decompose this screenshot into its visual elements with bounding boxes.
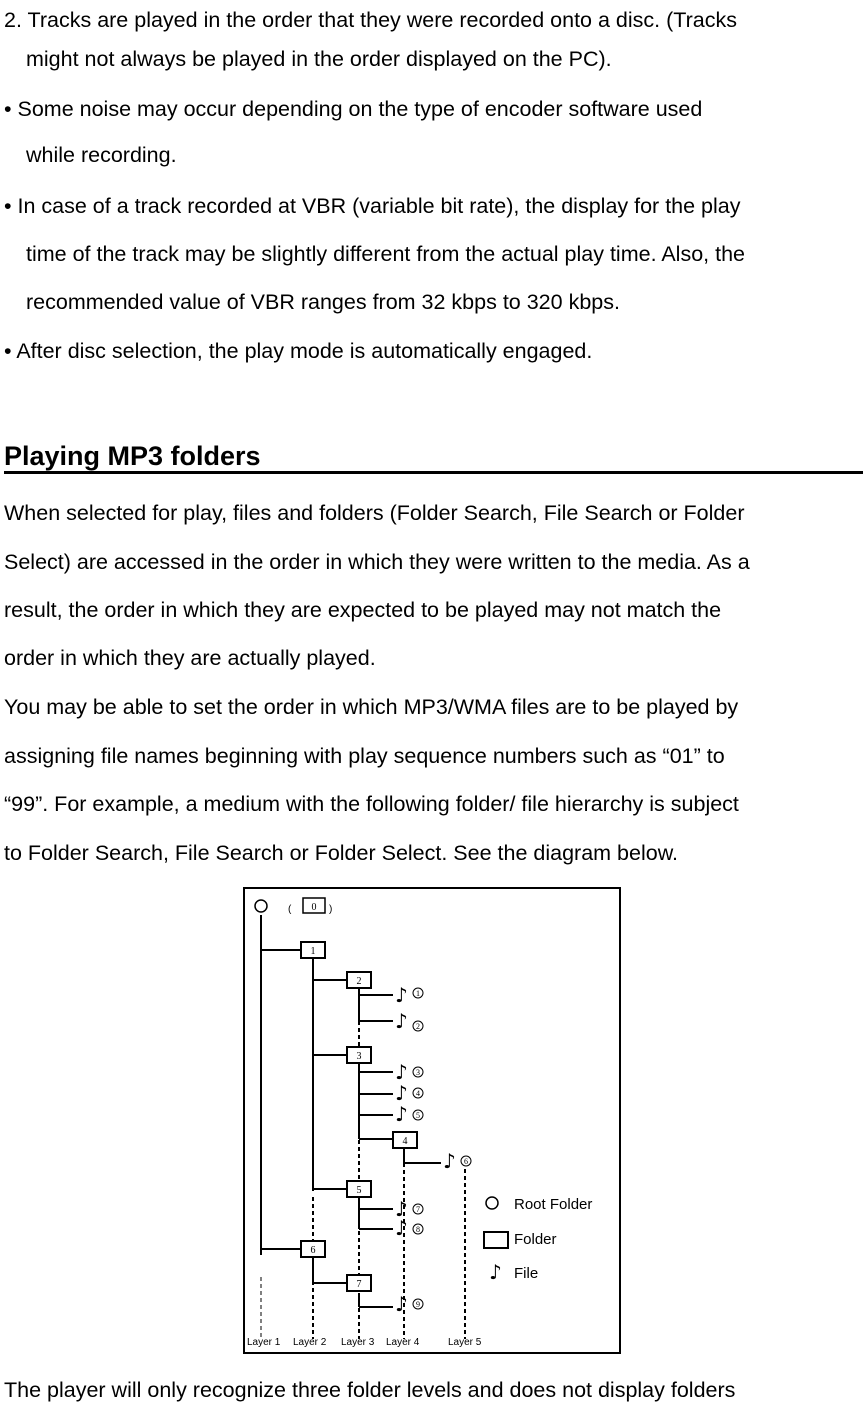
music-note-icon: ♪ [395,1081,408,1105]
legend [484,1196,592,1284]
folder-7 [347,1275,371,1291]
music-note-icon: ♪ [395,1292,408,1316]
layer-label: Layer 4 [386,1337,420,1348]
text-line: order in which they are actually played. [4,646,376,670]
layer-labels [247,1337,482,1348]
file-number: 9 [416,1300,420,1309]
file-9 [395,1292,423,1316]
file-2 [395,1009,423,1033]
text-line: recommended value of VBR ranges from 32 kbps to 320 kbps. [26,290,620,314]
root-paren-open: ( [288,904,292,915]
root-folder-legend-icon [486,1197,498,1209]
music-note-icon: ♪ [395,1060,408,1084]
legend-root-folder: Root Folder [514,1196,593,1213]
folder-2 [347,972,371,988]
folder-number: 5 [356,1185,362,1196]
root-folder-icon [255,900,267,912]
file-number: 6 [464,1157,468,1166]
text-line: might not always be played in the order displayed on the PC). [26,47,612,71]
folder-number: 3 [356,1051,362,1062]
folder-1 [301,942,325,958]
folder-number: 4 [402,1136,408,1147]
layer-label: Layer 2 [293,1337,327,1348]
layer-label: Layer 3 [341,1337,375,1348]
root-folder-number: 0 [311,902,317,913]
folder-number: 6 [310,1245,316,1256]
music-note-icon: ♪ [395,1009,408,1033]
text-line: while recording. [26,143,177,167]
file-1 [395,983,423,1007]
file-number: 7 [416,1205,420,1214]
file-legend-icon: ♪ [489,1260,502,1284]
text-line: assigning file names beginning with play sequence numbers such as “01” to [4,744,725,768]
folder-number: 2 [356,976,362,987]
root-paren-close: ) [329,904,333,915]
file-5 [395,1102,423,1126]
music-note-icon: ♪ [443,1149,456,1173]
music-note-icon: ♪ [395,983,408,1007]
legend-file: File [514,1265,539,1282]
folder-legend-icon [484,1232,508,1248]
folder-number: 1 [310,946,316,957]
text-line: result, the order in which they are expected to be played may not match the [4,598,722,622]
text-line: Select) are accessed in the order in which they were written to the media. As a [4,550,750,574]
folder-hierarchy-diagram [243,887,621,1354]
folder-4 [393,1132,417,1148]
file-number: 3 [416,1068,420,1077]
file-number: 2 [416,1022,420,1031]
text-line: to Folder Search, File Search or Folder Select. See the diagram below. [4,841,679,865]
section-heading: Playing MP3 folders [4,441,261,471]
music-note-icon: ♪ [395,1216,408,1240]
file-8 [395,1216,423,1240]
text-line: When selected for play, files and folders (Folder Search, File Search or Folder [4,501,745,525]
legend-folder: Folder [514,1231,557,1248]
text-line: • After disc selection, the play mode is automatically engaged. [4,339,593,363]
folder-5 [347,1181,371,1197]
text-line: 2. Tracks are played in the order that they were recorded onto a disc. (Tracks [4,8,737,32]
heading-underline [4,471,863,474]
text-line: “99”. For example, a medium with the following folder/ file hierarchy is subject [4,792,739,816]
file-number: 1 [416,989,420,998]
file-6 [443,1149,471,1173]
text-line: • Some noise may occur depending on the type of encoder software used [4,97,703,121]
diagram-svg [243,887,621,1354]
music-note-icon: ♪ [395,1197,408,1221]
layer-label: Layer 1 [247,1337,281,1348]
text-line: • In case of a track recorded at VBR (variable bit rate), the display for the play [4,194,741,218]
text-line: time of the track may be slightly different from the actual play time. Also, the [26,242,745,266]
file-number: 5 [416,1111,420,1120]
text-line: You may be able to set the order in which MP3/WMA files are to be played by [4,695,739,719]
folder-3 [347,1047,371,1063]
layer-label: Layer 5 [448,1337,482,1348]
music-note-icon: ♪ [395,1102,408,1126]
footer-line: The player will only recognize three folder levels and does not display folders [4,1378,736,1402]
folder-6 [301,1241,325,1257]
file-number: 8 [416,1225,420,1234]
folder-number: 7 [356,1279,362,1290]
file-number: 4 [416,1089,420,1098]
